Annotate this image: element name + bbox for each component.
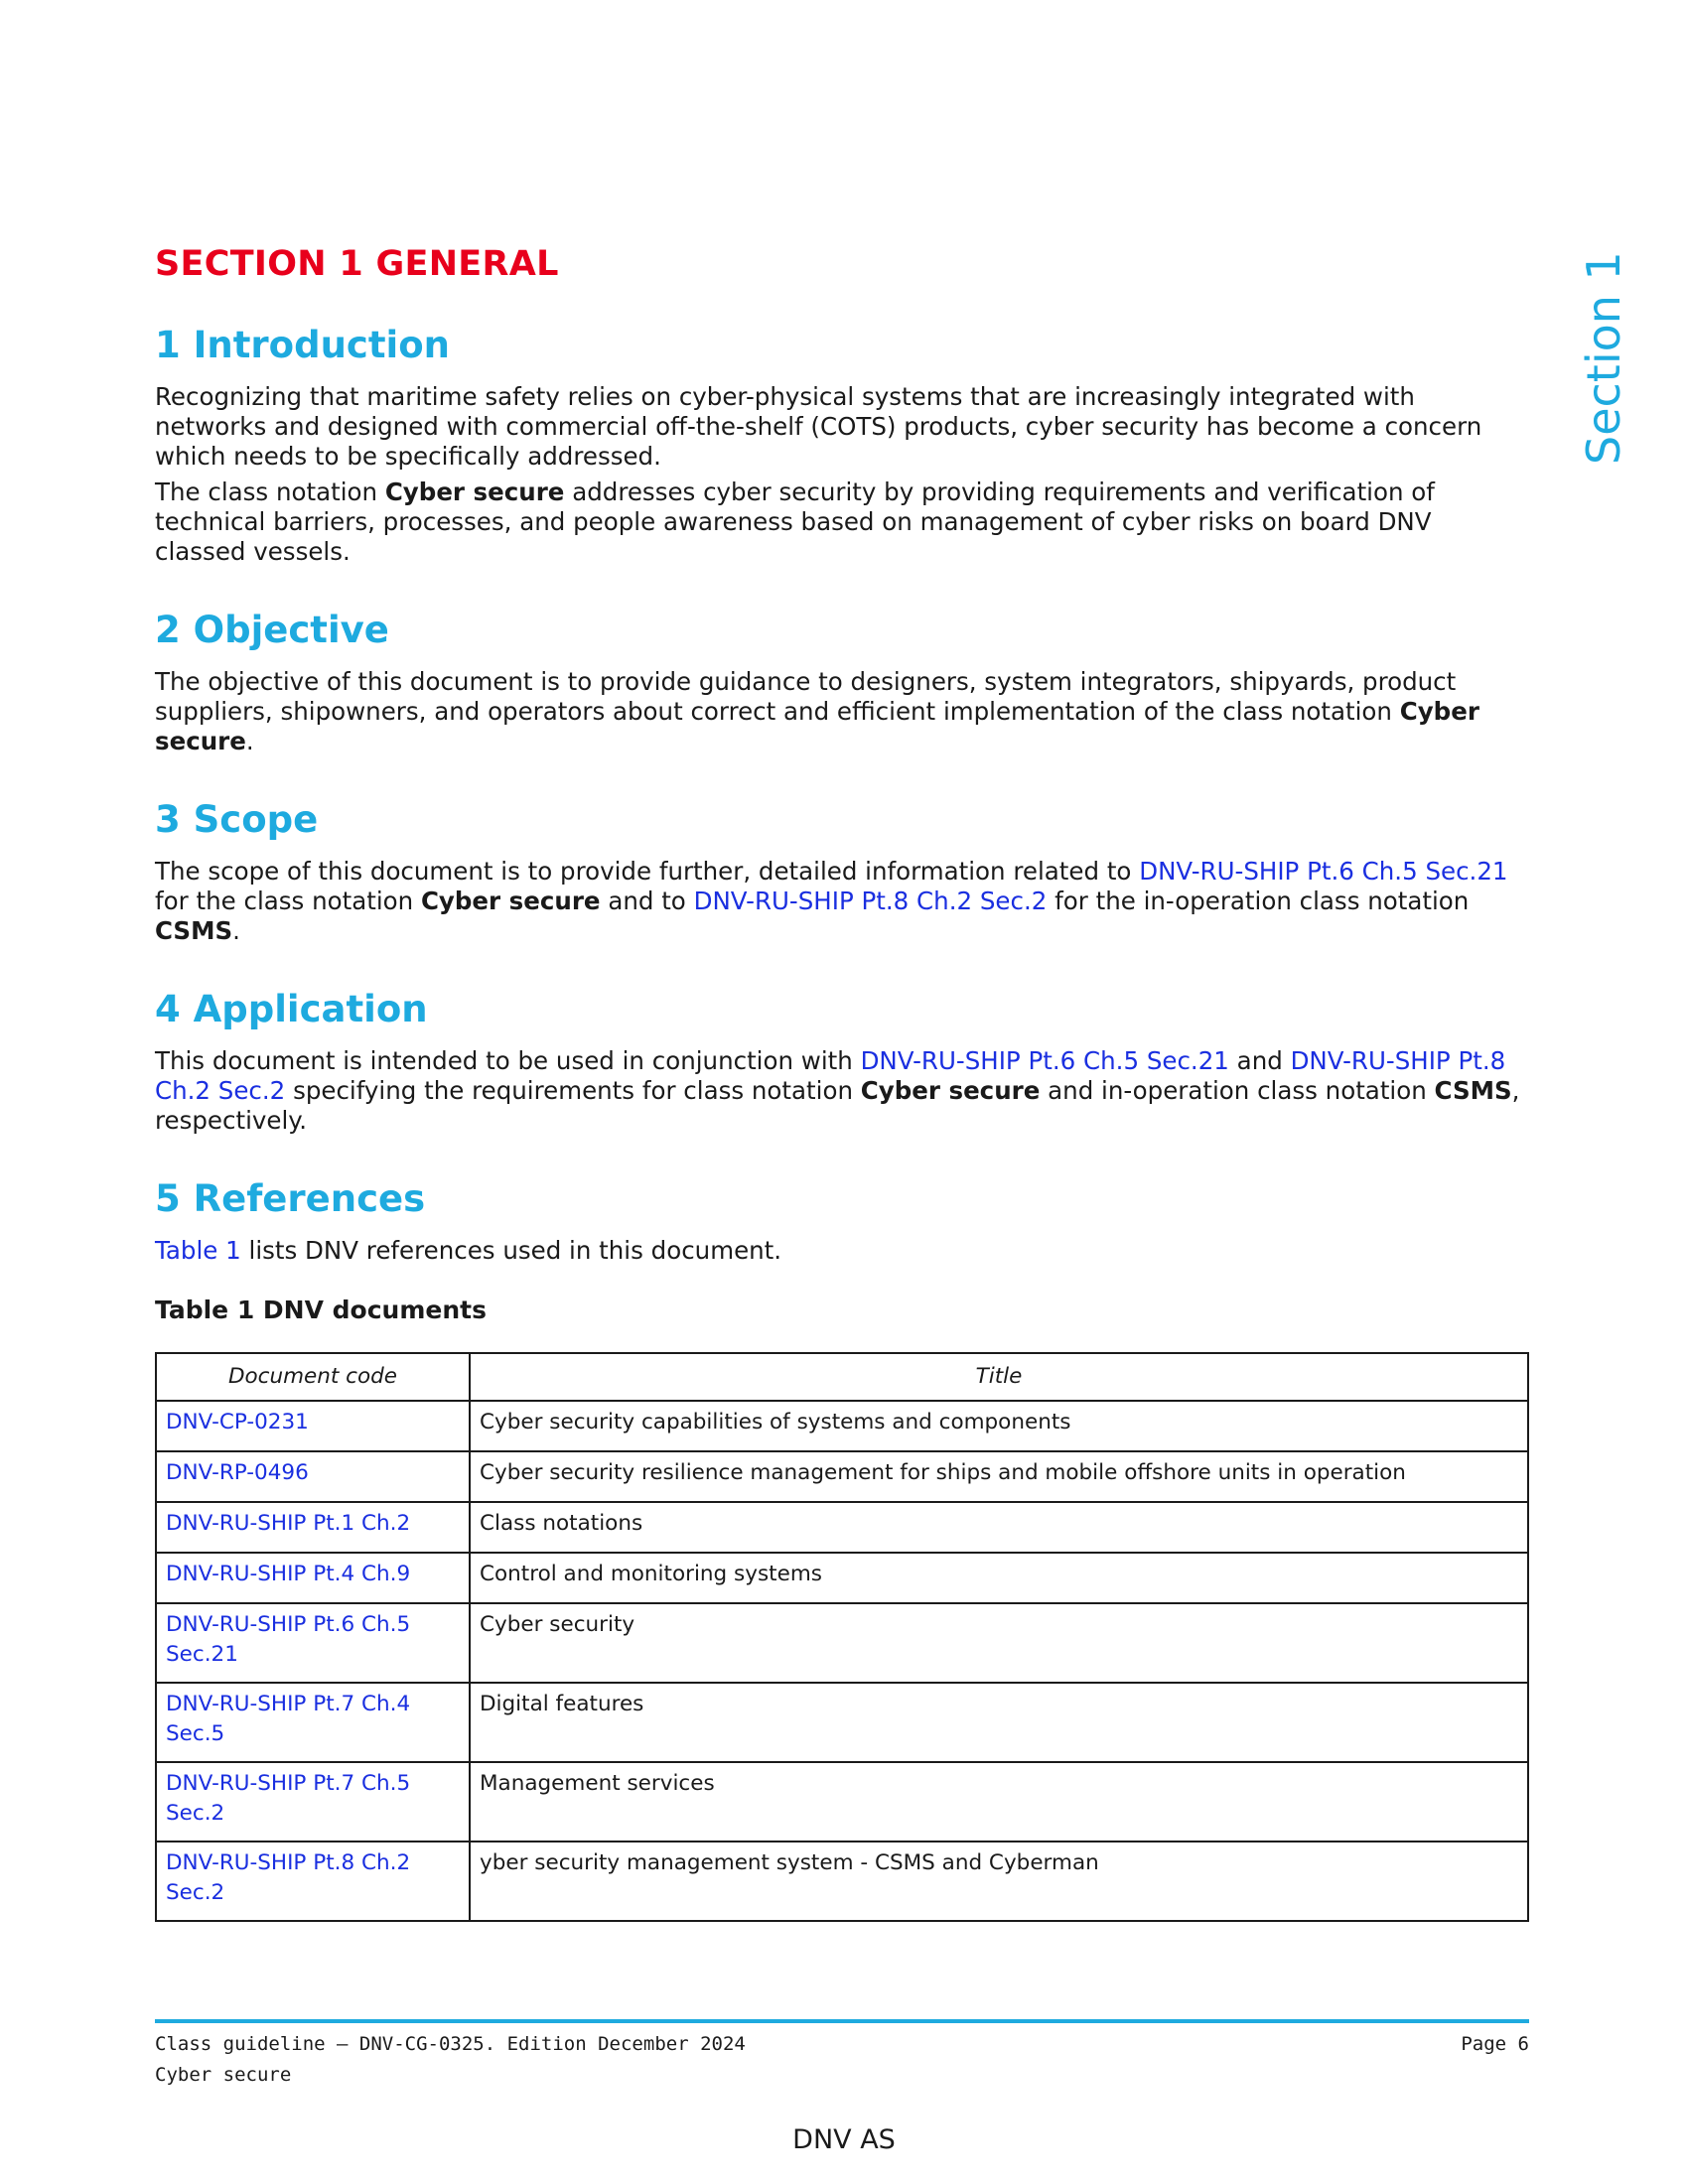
dnv-documents-table: [155, 1352, 1529, 1922]
document-title: Cyber security capabilities of systems and components: [470, 1401, 1528, 1451]
document-code-link[interactable]: DNV-RU-SHIP Pt.8 Ch.2 Sec.2: [156, 1842, 470, 1921]
table-row: [156, 1553, 1528, 1603]
document-title: Cyber security: [470, 1603, 1528, 1683]
table-row: [156, 1502, 1528, 1553]
application-heading: 4 Application: [155, 988, 428, 1030]
text-span: , respectively.: [155, 1076, 1520, 1135]
footer-divider: [155, 2019, 1529, 2023]
page-content: [155, 244, 1527, 1922]
rule-link[interactable]: DNV-RU-SHIP Pt.6 Ch.5 Sec.21: [1139, 857, 1508, 886]
table-header-row: [156, 1353, 1528, 1401]
cyber-secure-bold: Cyber secure: [420, 887, 601, 915]
intro-section: [155, 324, 1527, 567]
table-caption: Table 1 DNV documents: [155, 1296, 487, 1324]
text-span: The scope of this document is to provide further, detailed information related to: [155, 857, 1140, 886]
objective-paragraph: [155, 667, 1527, 756]
intro-paragraph-1: Recognizing that maritime safety relies on cyber-physical systems that are increasingly integrated with networks and designed with commercial off-the-shelf (COTS) products, cyber security has become a concern which needs to be specifically addressed.: [155, 382, 1482, 471]
references-heading: 5 References: [155, 1177, 426, 1220]
text-span: for the class notation: [155, 887, 421, 915]
table-row: [156, 1842, 1528, 1921]
rule-link[interactable]: DNV-RU-SHIP Pt.8 Ch.2 Sec.2: [155, 1046, 1506, 1105]
document-code-link[interactable]: DNV-RU-SHIP Pt.7 Ch.5 Sec.2: [156, 1762, 470, 1842]
side-section-label: Section 1: [1577, 251, 1630, 465]
publisher: DNV AS: [792, 2124, 896, 2155]
document-title: Management services: [470, 1762, 1528, 1842]
rule-link[interactable]: DNV-RU-SHIP Pt.8 Ch.2 Sec.2: [693, 887, 1048, 915]
text-span: and in-operation class notation: [1040, 1076, 1435, 1105]
text-span: and: [1228, 1046, 1291, 1075]
scope-paragraph: [155, 857, 1527, 946]
application-section: [155, 988, 1527, 1136]
scope-heading: 3 Scope: [155, 798, 319, 841]
intro-paragraph-2: [155, 478, 1527, 567]
table-row: [156, 1401, 1528, 1451]
scope-section: [155, 798, 1527, 946]
page-number: Page 6: [1461, 2033, 1529, 2055]
column-header-code: Document code: [156, 1353, 470, 1401]
objective-section: [155, 609, 1527, 756]
text-span: addresses cyber security by providing requirements and verification of technical barriers, processes, and people awareness based on management of cyber risks on board DNV classed vessels.: [155, 478, 1435, 566]
cyber-secure-bold: Cyber secure: [860, 1076, 1041, 1105]
table-row: [156, 1603, 1528, 1683]
objective-heading: 2 Objective: [155, 609, 389, 651]
text-span: This document is intended to be used in conjunction with: [155, 1046, 861, 1075]
footer-guideline: Class guideline — DNV-CG-0325. Edition December 2024: [155, 2033, 746, 2055]
document-title: Class notations: [470, 1502, 1528, 1553]
text-span: The objective of this document is to provide guidance to designers, system integrators, shipyards, product suppliers, shipowners, and operators about correct and efficient implementation of the class notation: [155, 667, 1457, 726]
references-paragraph: [155, 1236, 1527, 1266]
document-title: Control and monitoring systems: [470, 1553, 1528, 1603]
document-code-link[interactable]: DNV-RP-0496: [156, 1451, 470, 1502]
text-span: .: [245, 727, 254, 755]
document-code-link[interactable]: DNV-RU-SHIP Pt.4 Ch.9: [156, 1553, 470, 1603]
text-span: .: [232, 916, 240, 945]
text-span: The class notation: [155, 478, 385, 506]
text-span: for the in-operation class notation: [1047, 887, 1470, 915]
text-span: specifying the requirements for class notation: [285, 1076, 861, 1105]
column-header-title: Title: [470, 1353, 1528, 1401]
cyber-secure-bold: Cyber secure: [155, 697, 1479, 755]
section-title: SECTION 1 GENERAL: [155, 244, 559, 284]
table-row: [156, 1683, 1528, 1762]
document-title: Cyber security resilience management for ships and mobile offshore units in operation: [470, 1451, 1528, 1502]
document-code-link[interactable]: DNV-RU-SHIP Pt.7 Ch.4 Sec.5: [156, 1683, 470, 1762]
table-row: [156, 1762, 1528, 1842]
csms-bold: CSMS: [1434, 1076, 1512, 1105]
intro-heading: 1 Introduction: [155, 324, 450, 366]
document-code-link[interactable]: DNV-CP-0231: [156, 1401, 470, 1451]
document-title: yber security management system - CSMS and Cyberman: [470, 1842, 1528, 1921]
cyber-secure-bold: Cyber secure: [384, 478, 565, 506]
text-span: and to: [600, 887, 694, 915]
rule-link[interactable]: DNV-RU-SHIP Pt.6 Ch.5 Sec.21: [860, 1046, 1229, 1075]
document-title: Digital features: [470, 1683, 1528, 1762]
text-span: lists DNV references used in this document.: [240, 1236, 782, 1265]
references-section: [155, 1177, 1527, 1922]
application-paragraph: [155, 1046, 1527, 1136]
csms-bold: CSMS: [155, 916, 233, 945]
footer-doc-title: Cyber secure: [155, 2064, 292, 2086]
document-code-link[interactable]: DNV-RU-SHIP Pt.6 Ch.5 Sec.21: [156, 1603, 470, 1683]
table-row: [156, 1451, 1528, 1502]
table-1-link[interactable]: Table 1: [155, 1236, 241, 1265]
document-code-link[interactable]: DNV-RU-SHIP Pt.1 Ch.2: [156, 1502, 470, 1553]
